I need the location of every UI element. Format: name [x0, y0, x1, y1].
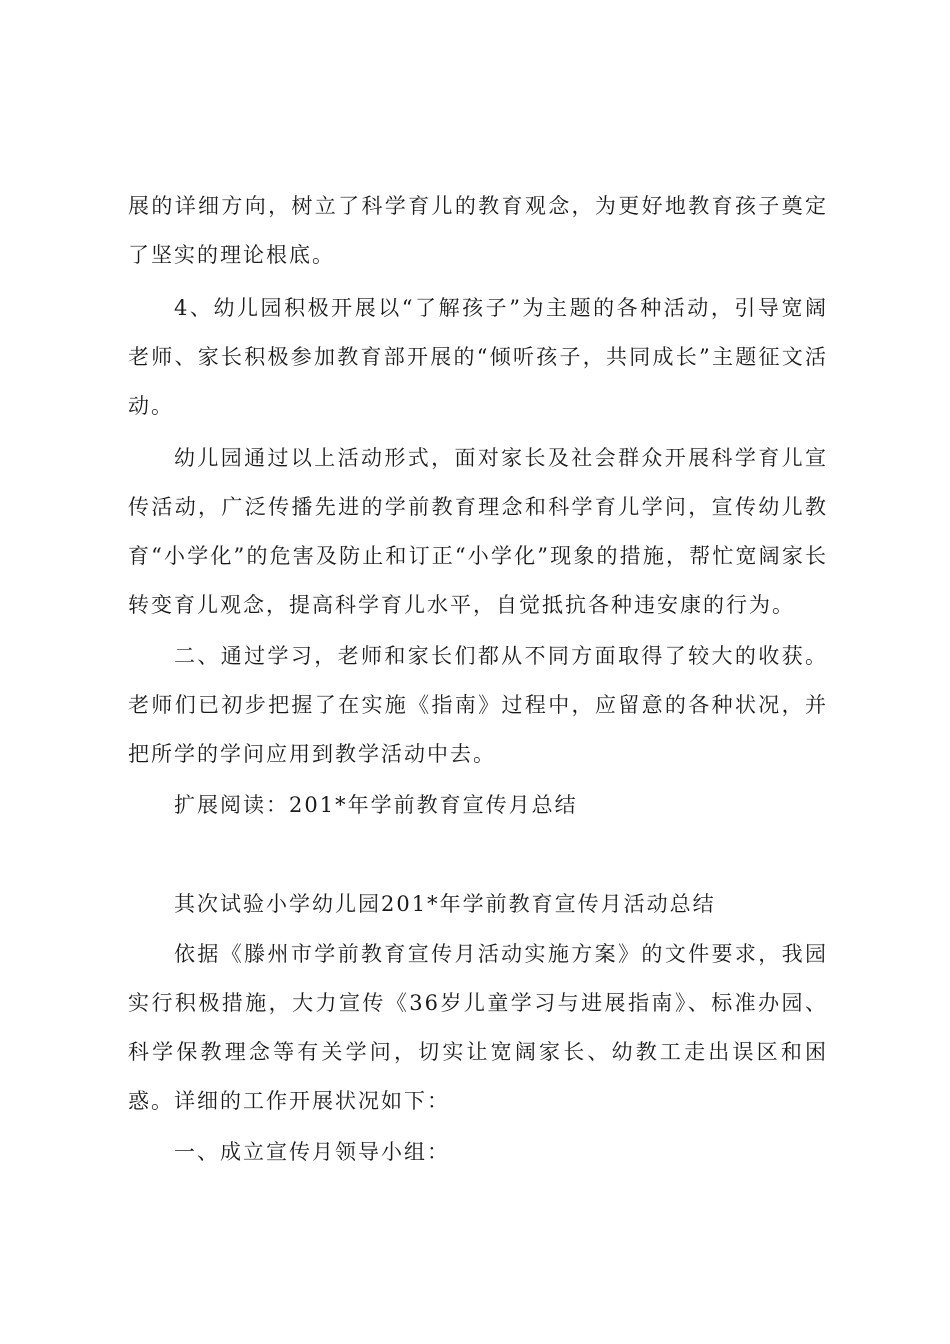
paragraph-section-two: 二、通过学习，老师和家长们都从不同方面取得了较大的收获。老师们已初步把握了在实施《指南》过程中，应留意的各种状况，并把所学的学问应用到教学活动中去。 [128, 644, 828, 766]
paragraph-continuation: 展的详细方向，树立了科学育儿的教育观念，为更好地教育孩子奠定了坚实的理论根底。 [128, 194, 828, 267]
section-one-heading: 一、成立宣传月领导小组： [174, 1140, 450, 1164]
paragraph-intro: 依据《滕州市学前教育宣传月活动实施方案》的文件要求，我园实行积极措施，大力宣传《36岁儿童学习与进展指南》、标准办园、科学保教理念等有关学问，切实让宽阔家长、幼教工走出误区和困惑。详细的工作开展状况如下： [128, 942, 828, 1113]
extended-reading-heading: 扩展阅读：201*年学前教育宣传月总结 [174, 793, 578, 817]
article-title: 其次试验小学幼儿园201*年学前教育宣传月活动总结 [174, 892, 716, 916]
paragraph-item-4: 4、幼儿园积极开展以“了解孩子”为主题的各种活动，引导宽阔老师、家长积极参加教育部开展的“倾听孩子，共同成长”主题征文活动。 [128, 296, 828, 418]
paragraph-activities-summary: 幼儿园通过以上活动形式，面对家长及社会群众开展科学育儿宣传活动，广泛传播先进的学前教育理念和科学育儿学问，宣传幼儿教育“小学化”的危害及防止和订正“小学化”现象的措施，帮忙宽阔家长转变育儿观念，提高科学育儿水平，自觉抵抗各种违安康的行为。 [128, 446, 828, 617]
